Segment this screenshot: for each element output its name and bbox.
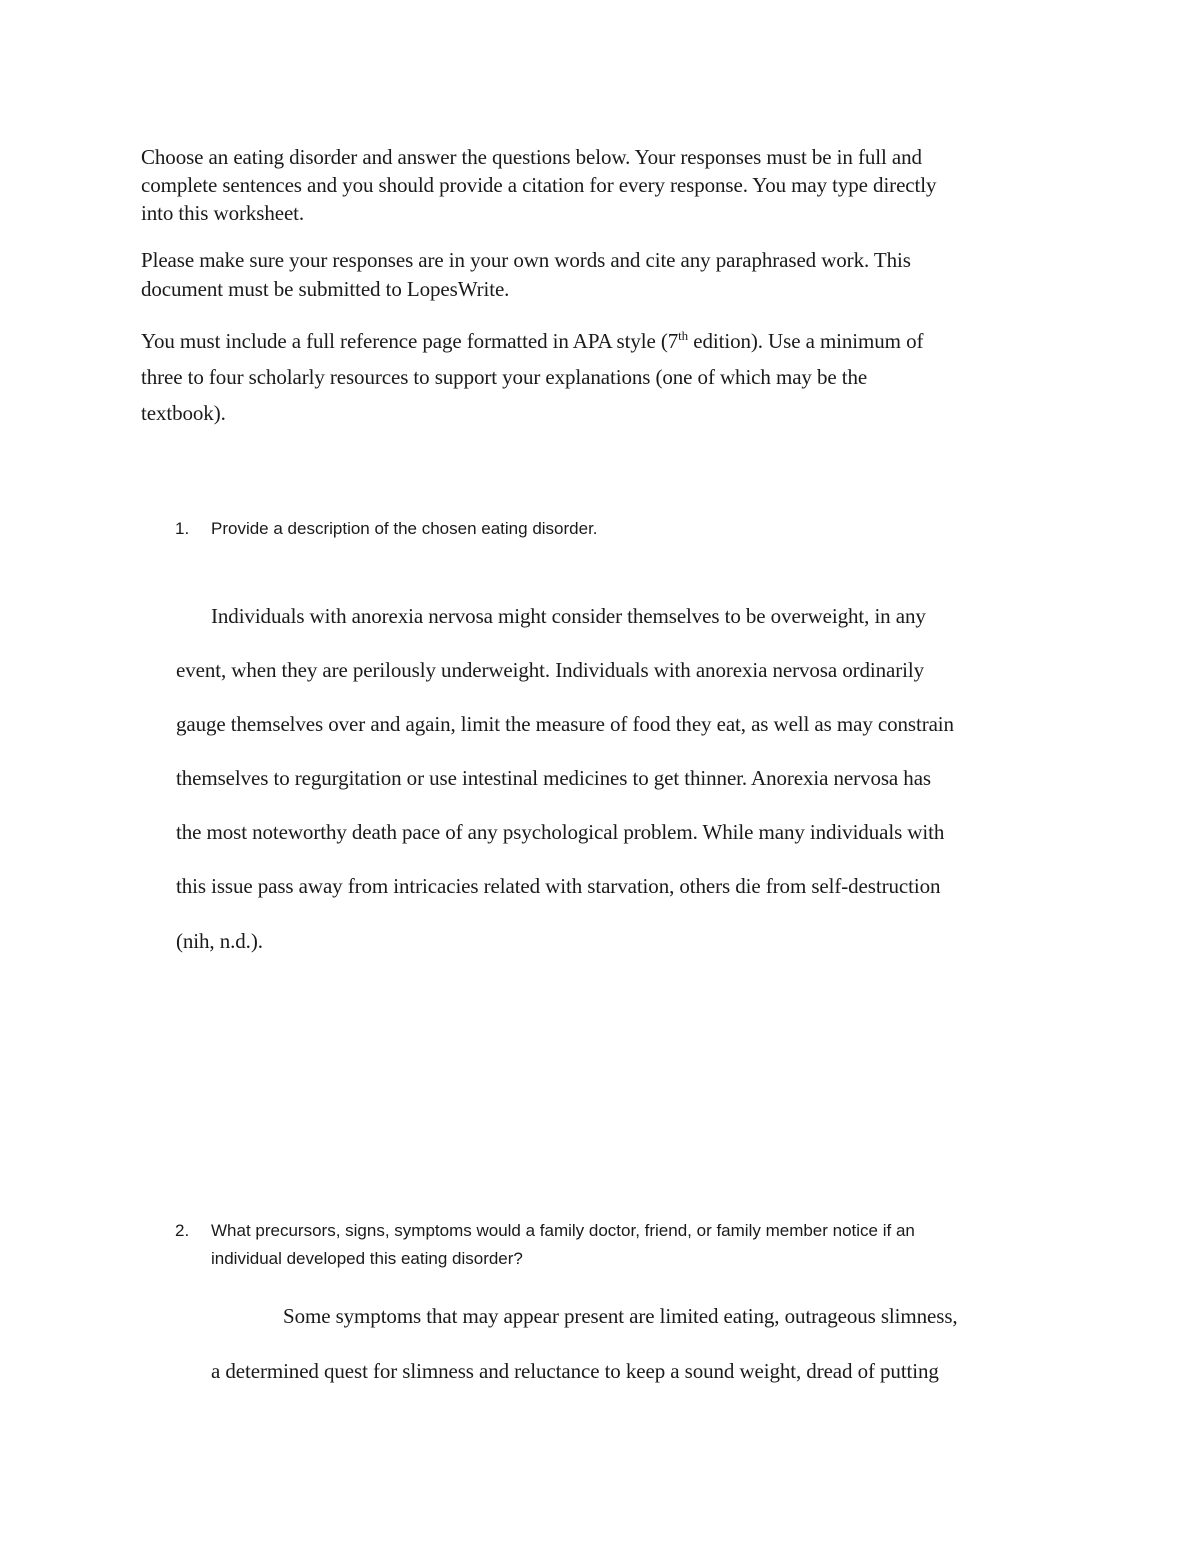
instructions-line: into this worksheet. — [141, 201, 305, 225]
question-text: What precursors, signs, symptoms would a family doctor, friend, or family member notice if an — [211, 1221, 915, 1240]
question-number: 1. — [175, 519, 190, 538]
apa-text-after: edition). Use a minimum of — [688, 329, 924, 353]
instructions-line: document must be submitted to LopesWrite. — [141, 277, 510, 301]
instructions-line — [141, 326, 923, 356]
answer-line: Individuals with anorexia nervosa might consider themselves to be overweight, in any — [211, 604, 926, 628]
apa-text-before: You must include a full reference page formatted in APA style (7 — [141, 329, 679, 353]
answer-line: event, when they are perilously underweight. Individuals with anorexia nervosa ordinarily — [176, 658, 925, 682]
instructions-line: Please make sure your responses are in your own words and cite any paraphrased work. This — [141, 248, 911, 272]
answer-line: this issue pass away from intricacies related with starvation, others die from self-destruction — [176, 874, 941, 898]
instructions-line: three to four scholarly resources to support your explanations (one of which may be the — [141, 365, 868, 389]
instructions-line: Choose an eating disorder and answer the questions below. Your responses must be in full and — [141, 145, 922, 169]
question-text: Provide a description of the chosen eating disorder. — [211, 519, 598, 538]
apa-superscript: th — [678, 328, 689, 343]
answer-line: a determined quest for slimness and reluctance to keep a sound weight, dread of putting — [211, 1359, 939, 1383]
answer-line: themselves to regurgitation or use intestinal medicines to get thinner. Anorexia nervosa has — [176, 766, 931, 790]
answer-line: gauge themselves over and again, limit the measure of food they eat, as well as may constrain — [176, 712, 954, 736]
question-text: individual developed this eating disorder? — [211, 1249, 523, 1268]
answer-line: Some symptoms that may appear present are limited eating, outrageous slimness, — [283, 1304, 958, 1328]
answer-line: the most noteworthy death pace of any psychological problem. While many individuals with — [176, 820, 945, 844]
instructions-line: complete sentences and you should provide a citation for every response. You may type directly — [141, 173, 937, 197]
instructions-line: textbook). — [141, 401, 226, 425]
answer-line: (nih, n.d.). — [176, 929, 263, 953]
question-number: 2. — [175, 1221, 190, 1240]
